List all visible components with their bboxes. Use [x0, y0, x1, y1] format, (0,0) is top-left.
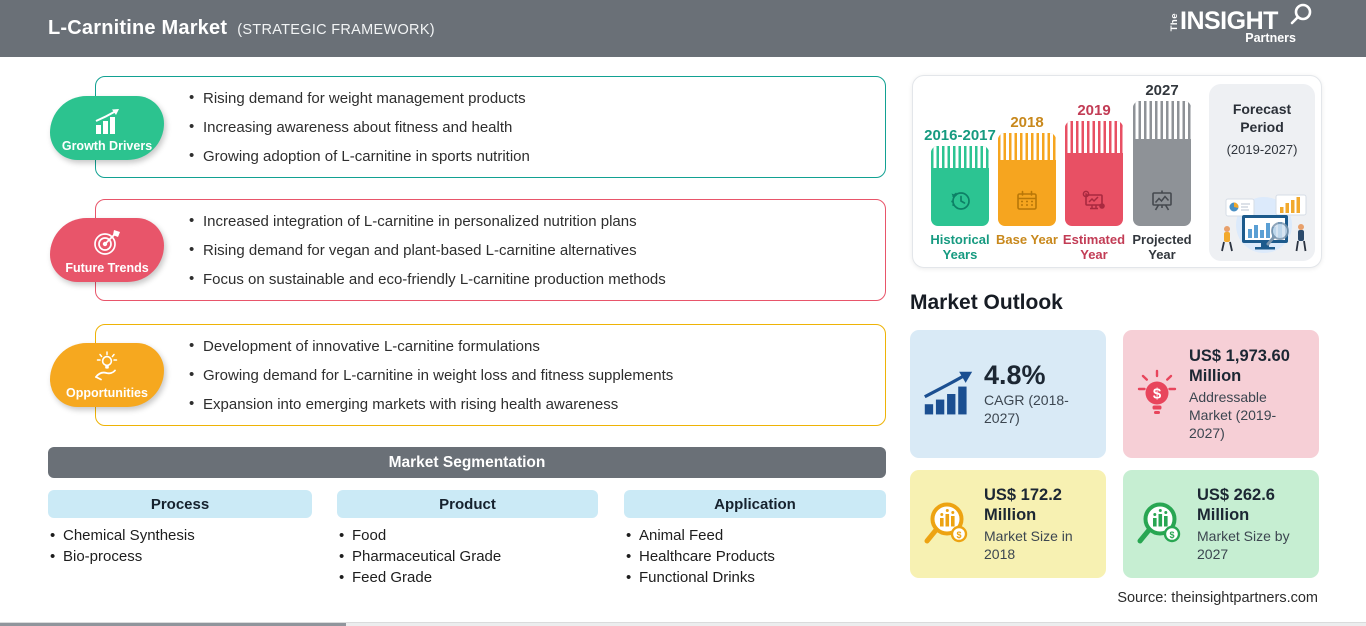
- list-item: • Rising demand for weight management products: [189, 90, 885, 107]
- segment-header-label: Process: [150, 495, 210, 513]
- list-item: • Focus on sustainable and eco-friendly L-carnitine production methods: [189, 271, 885, 288]
- segment-list-process: [50, 525, 195, 567]
- list-item: • Increasing awareness about fitness and health: [189, 119, 885, 136]
- bar-stripes: [1133, 101, 1191, 139]
- title-wrap: [48, 17, 435, 40]
- insight-partners-logo: [1170, 9, 1310, 45]
- target-dart-icon: [90, 227, 124, 259]
- year-label: 2019: [1077, 102, 1111, 119]
- year-label: 2027: [1145, 82, 1179, 99]
- forecast-range: (2019-2027): [1226, 142, 1298, 157]
- market-size-2027-card: [1123, 470, 1319, 578]
- list-item: • Healthcare Products: [626, 546, 775, 567]
- growth-chart-icon: [89, 107, 125, 137]
- opportunities-box: [95, 324, 886, 426]
- presentation-screen-icon: [1148, 188, 1176, 214]
- segment-list-application: [626, 525, 775, 588]
- page-title: L-Carnitine Market: [48, 17, 228, 39]
- badge-label: Opportunities: [66, 386, 148, 400]
- list-item: • Feed Grade: [339, 567, 501, 588]
- timeline-bar-estimated: [1065, 121, 1123, 226]
- bar-caption: Projected Year: [1132, 232, 1192, 262]
- list-item: • Bio-process: [50, 546, 195, 567]
- svg-text:$: $: [956, 530, 962, 540]
- list-item: • Rising demand for vegan and plant-based L-carnitine alternatives: [189, 242, 885, 259]
- magnifier-icon: [1288, 3, 1314, 29]
- year-label: 2018: [1010, 114, 1044, 131]
- badge-label: Growth Drivers: [61, 139, 153, 153]
- market-size-2018-card: [910, 470, 1106, 578]
- magnifier-chart-icon: [922, 499, 974, 549]
- cagr-card: [910, 330, 1106, 458]
- growth-drivers-box: [95, 76, 886, 178]
- future-trends-list: [96, 200, 885, 300]
- header-bar: [0, 0, 1366, 57]
- card-value: US$ 172.2 Million: [984, 486, 1062, 524]
- addressable-market-card: [1123, 330, 1319, 458]
- bar-stripes: [931, 146, 989, 168]
- timeline-bar-projected: [1133, 101, 1191, 226]
- badge-label: Future Trends: [65, 261, 149, 275]
- market-segmentation-title: Market Segmentation: [388, 453, 546, 471]
- clock-history-icon: [947, 188, 973, 214]
- bar-caption: Estimated Year: [1062, 232, 1126, 262]
- timeline-chart-card: [912, 75, 1322, 268]
- year-label: 2016-2017: [924, 127, 996, 144]
- card-label: Addressable Market (2019-2027): [1189, 389, 1277, 441]
- calendar-icon: [1014, 188, 1040, 214]
- monitor-analytics-icon: [1080, 188, 1108, 214]
- bar-caption: Base Year: [996, 232, 1058, 247]
- logo-partners: Partners: [1245, 31, 1296, 45]
- horizontal-scrollbar: [0, 622, 1366, 626]
- list-item: • Chemical Synthesis: [50, 525, 195, 546]
- bar-caption: Historical Years: [930, 232, 990, 262]
- bar-stripes: [998, 133, 1056, 160]
- list-item: • Pharmaceutical Grade: [339, 546, 501, 567]
- list-item: • Development of innovative L-carnitine formulations: [189, 338, 885, 355]
- segment-header-application: [624, 490, 886, 518]
- list-item: • Expansion into emerging markets with rising health awareness: [189, 396, 885, 413]
- list-item: • Increased integration of L-carnitine in personalized nutrition plans: [189, 213, 885, 230]
- segment-header-label: Product: [439, 495, 496, 513]
- logo-the: The: [1169, 12, 1180, 31]
- future-trends-badge: [50, 218, 164, 282]
- market-outlook-title: Market Outlook: [910, 291, 1063, 314]
- opportunities-list: [96, 325, 885, 425]
- growth-drivers-list: [96, 77, 885, 177]
- card-label: CAGR (2018-2027): [984, 392, 1069, 426]
- list-item: • Growing demand for L-carnitine in weight loss and fitness supplements: [189, 367, 885, 384]
- forecast-period-panel: [1209, 84, 1315, 261]
- list-item: • Growing adoption of L-carnitine in sports nutrition: [189, 148, 885, 165]
- opportunities-badge: [50, 343, 164, 407]
- svg-text:$: $: [1169, 530, 1175, 540]
- list-item: • Animal Feed: [626, 525, 775, 546]
- card-label: Market Size in 2018: [984, 528, 1073, 562]
- segment-header-label: Application: [714, 495, 796, 513]
- card-label: Market Size by 2027: [1197, 528, 1290, 562]
- list-item: • Food: [339, 525, 501, 546]
- analytics-illustration: [1214, 189, 1310, 255]
- segment-header-process: [48, 490, 312, 518]
- bar-stripes: [1065, 121, 1123, 153]
- svg-text:$: $: [1152, 385, 1162, 403]
- bulb-hand-icon: [90, 350, 124, 384]
- segment-list-product: [339, 525, 501, 588]
- market-segmentation-header: [48, 447, 886, 478]
- logo-insight: INSIGHT: [1180, 7, 1278, 35]
- magnifier-chart-icon: [1135, 499, 1187, 549]
- forecast-title: Forecast Period: [1232, 101, 1292, 135]
- timeline-bar-historical: [931, 146, 989, 226]
- segment-header-product: [337, 490, 598, 518]
- card-value: US$ 1,973.60 Million: [1189, 347, 1290, 385]
- growth-drivers-badge: [50, 96, 164, 160]
- card-value: 4.8%: [984, 360, 1046, 390]
- future-trends-box: [95, 199, 886, 301]
- bulb-dollar-icon: [1135, 367, 1179, 421]
- list-item: • Functional Drinks: [626, 567, 775, 588]
- growth-bars-arrow-icon: [922, 369, 974, 419]
- card-value: US$ 262.6 Million: [1197, 486, 1275, 524]
- timeline-bar-base: [998, 133, 1056, 226]
- source-text: Source: theinsightpartners.com: [1117, 590, 1318, 606]
- page-subtitle: (STRATEGIC FRAMEWORK): [237, 22, 435, 38]
